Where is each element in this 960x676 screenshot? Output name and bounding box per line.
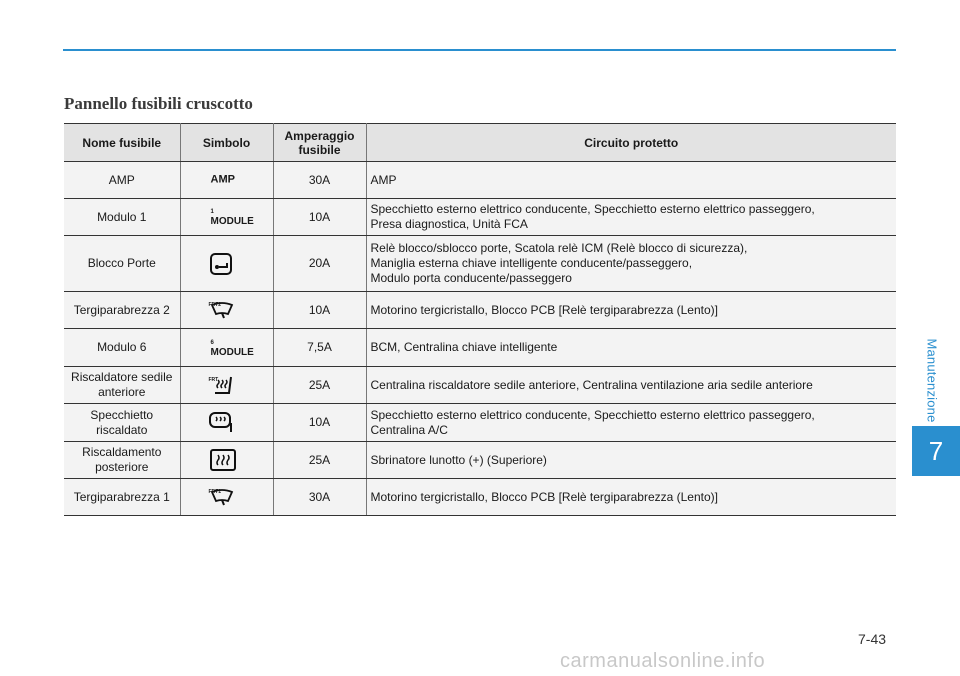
heated-mirror-icon (209, 411, 235, 435)
fuse-circuit-line: Relè blocco/sblocco porte, Scatola relè ICM (Relè blocco di sicurezza), (370, 241, 748, 255)
fuse-symbol-tag: FRT1 (208, 489, 221, 495)
section-side-label (920, 330, 944, 430)
fuse-circuit-line: Motorino tergicristallo, Blocco PCB [Relè tergiparabrezza (Lento)] (370, 302, 718, 317)
fuse-circuit-line: Sbrinatore lunotto (+) (Superiore) (370, 452, 547, 467)
fuse-circuit-line: Modulo porta conducente/passeggero (370, 271, 572, 285)
fuse-symbol-cell (180, 292, 273, 329)
fuse-rating: 10A (273, 404, 366, 442)
fuse-name-cell (64, 329, 180, 367)
header-symbol: Simbolo (180, 124, 273, 162)
fuse-name-cell (64, 442, 180, 479)
fuse-name: Modulo 6 (97, 340, 147, 354)
fuse-name: riscaldato (96, 422, 148, 437)
fuse-rating: 10A (273, 199, 366, 236)
fuse-row (64, 236, 896, 292)
fuse-symbol-cell (180, 442, 273, 479)
fuse-circuit-line: Centralina A/C (370, 422, 448, 437)
section-side-label-text: Manutenzione (924, 337, 940, 423)
fuse-rating: 30A (273, 162, 366, 199)
fuse-circuit-cell (366, 199, 896, 236)
fuse-name-cell (64, 479, 180, 516)
fuse-row (64, 404, 896, 442)
fuse-symbol-text: AMP (210, 173, 235, 186)
fuse-rating: 30A (273, 479, 366, 516)
fuse-row (64, 199, 896, 236)
fuse-name: AMP (108, 172, 135, 187)
fuse-name: Tergiparabrezza 2 (73, 302, 170, 317)
fuse-name-cell (64, 292, 180, 329)
fuse-rating: 7,5A (273, 329, 366, 367)
fuse-circuit-line: Specchietto esterno elettrico conducente, Specchietto esterno elettrico passeggero, (370, 202, 815, 216)
fuse-name-cell (64, 367, 180, 404)
module-1-symbol (211, 208, 254, 226)
fuse-circuit-cell (366, 442, 896, 479)
fuse-symbol-cell (180, 236, 273, 292)
fuse-rating: 10A (273, 292, 366, 329)
fuse-name: Riscaldamento (82, 445, 162, 459)
amp-text-symbol (210, 173, 235, 186)
fuse-row (64, 292, 896, 329)
top-rule (63, 49, 896, 51)
fuse-name-cell (64, 404, 180, 442)
fuse-name: posteriore (95, 460, 149, 474)
fuse-symbol-cell (180, 199, 273, 236)
fuse-symbol-tag: FRT (208, 377, 219, 383)
fuse-symbol-text: MODULE (210, 346, 254, 358)
fuse-circuit-cell (366, 479, 896, 516)
fuse-row (64, 329, 896, 367)
header-circuit: Circuito protetto (366, 124, 896, 162)
fuse-circuit-line: AMP (370, 172, 397, 187)
fuse-row (64, 442, 896, 479)
page-number: 7-43 (858, 631, 887, 647)
header-fuse-name: Nome fusibile (64, 124, 180, 162)
fuse-table (64, 123, 896, 516)
fuse-name: anteriore (98, 385, 146, 399)
fuse-name-cell (64, 199, 180, 236)
fuse-row (64, 162, 896, 199)
fuse-symbol-number: 6 (210, 339, 214, 346)
header-rating-line1: Amperaggio (284, 128, 355, 143)
fuse-symbol-tag: FRT2 (208, 302, 221, 308)
fuse-symbol-cell (180, 367, 273, 404)
fuse-circuit-line: Motorino tergicristallo, Blocco PCB [Relè tergiparabrezza (Lento)] (370, 489, 718, 504)
fuse-symbol-cell (180, 479, 273, 516)
fuse-symbol-cell (180, 404, 273, 442)
fuse-symbol-cell (180, 329, 273, 367)
fuse-circuit-line: BCM, Centralina chiave intelligente (370, 340, 558, 354)
fuse-symbol-number: 1 (210, 209, 214, 215)
fuse-circuit-cell (366, 292, 896, 329)
fuse-table-header-row (64, 124, 896, 162)
fuse-rating: 20A (273, 236, 366, 292)
rear-defrost-icon (209, 448, 237, 472)
fuse-name: Modulo 1 (97, 209, 147, 224)
fuse-circuit-line: Centralina riscaldatore sedile anteriore, Centralina ventilazione aria sedile anteriore (370, 377, 813, 392)
fuse-circuit-cell (366, 367, 896, 404)
fuse-circuit-cell (366, 162, 896, 199)
fuse-name-cell (64, 236, 180, 292)
fuse-symbol-text: MODULE (210, 216, 254, 227)
page-title: Pannello fusibili cruscotto (64, 94, 253, 113)
fuse-row (64, 479, 896, 516)
fuse-name: Riscaldatore sedile (71, 370, 173, 384)
fuse-circuit-cell (366, 329, 896, 367)
fuse-symbol-cell (180, 162, 273, 199)
fuse-circuit-line: Presa diagnostica, Unità FCA (370, 217, 528, 231)
header-rating-line2: fusibile (298, 142, 341, 157)
fuse-circuit-cell (366, 236, 896, 292)
fuse-row (64, 367, 896, 404)
fuse-name: Blocco Porte (87, 256, 156, 270)
fuse-name: Specchietto (90, 407, 154, 422)
header-rating (273, 124, 366, 162)
watermark: carmanualsonline.info (560, 650, 766, 672)
fuse-circuit-line: Specchietto esterno elettrico conducente, Specchietto esterno elettrico passeggero, (370, 407, 815, 422)
fuse-circuit-cell (366, 404, 896, 442)
module-6-symbol (211, 339, 254, 357)
fuse-name: Tergiparabrezza 1 (73, 489, 170, 504)
door-lock-icon (209, 252, 235, 276)
fuse-rating: 25A (273, 367, 366, 404)
fuse-rating: 25A (273, 442, 366, 479)
fuse-name-cell (64, 162, 180, 199)
fuse-circuit-line: Maniglia esterna chiave intelligente conducente/passeggero, (370, 256, 693, 270)
chapter-tab: 7 (912, 426, 960, 476)
